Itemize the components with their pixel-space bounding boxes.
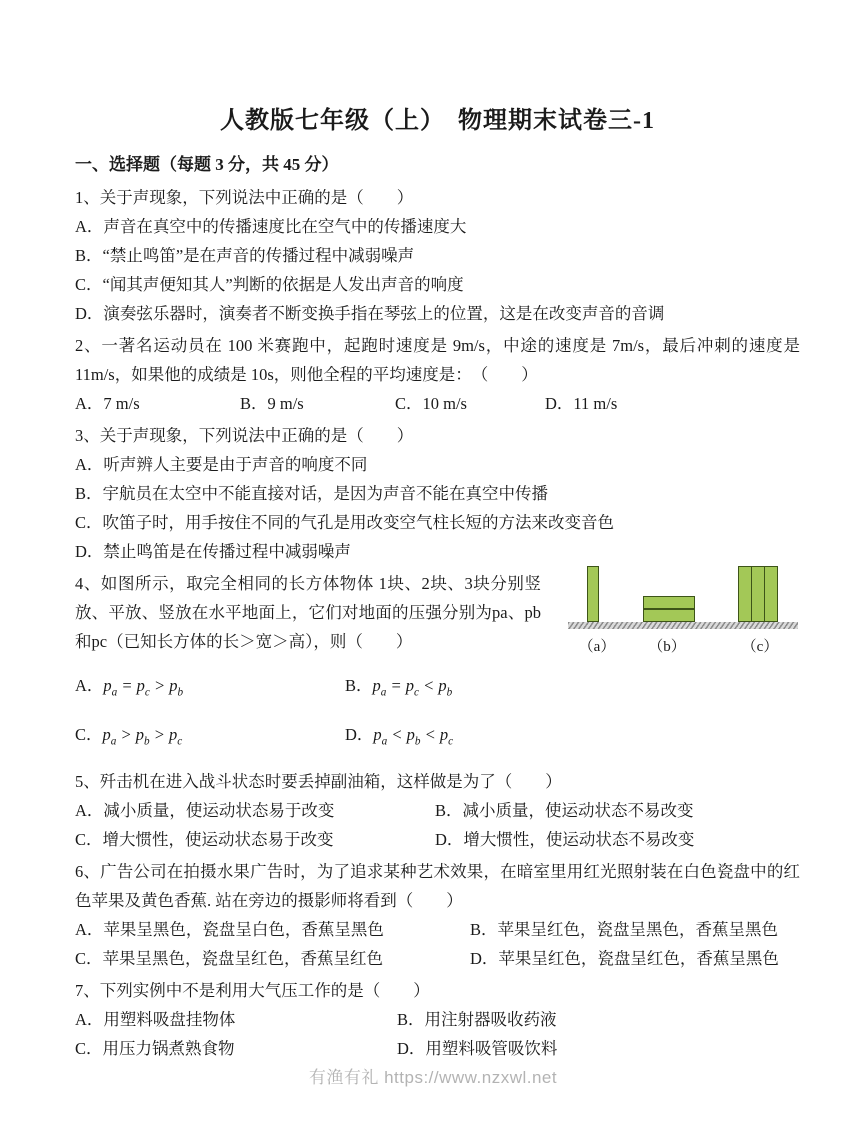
figure-block-c-segment [739,567,751,621]
question-6-option-c: C．苹果呈黑色，瓷盘呈红色，香蕉呈红色 [75,948,384,968]
figure-label-a: （a） [578,639,616,655]
option-letter: C． [75,725,103,745]
figure-block-a-standing [587,566,599,622]
question-3-option-b: B．宇航员在太空中不能直接对话，是因为声音不能在真空中传播 [75,484,549,503]
figure-block-c-segment [764,567,777,621]
question-5-option-a: A．减小质量，使运动状态易于改变 [75,800,335,820]
blocks-figure-scene [568,565,800,622]
watermark-footer: 有渔有礼 https://www.nzxwl.net [308,1068,558,1087]
section-heading: 一、选择题（每题 3 分，共 45 分） [75,155,339,174]
question-5-option-c: C．增大惯性，使运动状态易于改变 [75,829,334,849]
question-6-option-d: D．苹果呈红色，瓷盘呈红色，香蕉呈黑色 [470,948,779,968]
question-2-stem: 2、一著名运动员在 100 米赛跑中，起跑时速度是 9m/s，中途的速度是 7m/s，最后冲刺的速度是 11m/s，如果他的成绩是 10s，则他全程的平均速度是： （ ） [75,336,800,384]
option-formula: $p_a = p_c > p_b$ [103,676,184,699]
option-letter: D． [345,725,374,745]
question-1-option-b: B．“禁止鸣笛”是在声音的传播过程中减弱噪声 [75,246,415,265]
blocks-figure [568,565,800,661]
question-5-option-b: B．减小质量，使运动状态不易改变 [435,800,694,820]
question-1-option-d: D．演奏弦乐器时，演奏者不断变换手指在琴弦上的位置，这是在改变声音的音调 [75,304,665,323]
question-7-option-b: B．用注射器吸收药液 [397,1009,557,1029]
question-4-stem: 4、如图所示，取完全相同的长方体物体 1块、2块、3块分别竖放、平放、竖放在水平地面上，它们对地面的压强分别为pa、pb 和pc（已知长方体的长＞宽＞高），则（ ） [75,574,542,651]
question-2-option-c: C．10 m/s [395,394,467,413]
option-formula: $p_a < p_b < p_c$ [373,725,454,748]
question-4-option-c [75,717,345,759]
question-6-option-a: A．苹果呈黑色，瓷盘呈白色，香蕉呈黑色 [75,919,384,939]
question-1-option-a: A．声音在真空中的传播速度比在空气中的传播速度大 [75,217,467,236]
question-4-option-d [345,717,800,759]
question-2-option-a: A．7 m/s [75,394,140,413]
figure-label-b: （b） [648,639,686,655]
option-letter: B． [345,676,373,695]
figure-ground-hatch [568,622,798,629]
figure-block-c-segment [751,567,764,621]
figure-block-b-top-flat [643,596,695,609]
question-4-option-b [345,668,800,710]
option-formula: $p_a = p_c < p_b$ [372,676,453,699]
question-4-option-a [75,668,345,710]
option-formula: $p_a > p_b > p_c$ [102,725,183,748]
question-2-option-b: B．9 m/s [240,394,304,413]
exam-title: 人教版七年级（上） 物理期末试卷三-1 [220,108,655,134]
figure-block-c-three-standing [738,566,778,622]
figure-labels [568,635,800,661]
question-3-option-a: A．听声辨人主要是由于声音的响度不同 [75,455,368,474]
question-6-stem: 6、广告公司在拍摄水果广告时，为了追求某种艺术效果，在暗室里用红光照射装在白色瓷盘中的红色苹果及黄色香蕉. 站在旁边的摄影师将看到（ ） [75,861,800,910]
question-5-options-row-1 [75,796,800,825]
question-2-options-row [75,389,800,418]
question-7-option-d: D．用塑料吸管吸饮料 [397,1038,558,1058]
question-4-options-row-2 [75,717,800,759]
question-3-option-c: C．吹笛子时，用手按住不同的气孔是用改变空气柱长短的方法来改变音色 [75,513,615,532]
question-7-options-row-1 [75,1005,800,1034]
question-3-stem: 3、关于声现象，下列说法中正确的是（ ） [75,426,414,445]
figure-block-b-bottom-flat [643,609,695,622]
question-7-option-a: A．用塑料吸盘挂物体 [75,1009,236,1029]
question-6-options-row-2 [75,944,800,973]
question-7-options-row-2 [75,1034,800,1063]
question-4-options-row-1 [75,668,800,710]
question-3-option-d: D．禁止鸣笛是在传播过程中减弱噪声 [75,542,351,561]
question-7-stem: 7、下列实例中不是利用大气压工作的是（ ） [75,980,430,1000]
question-7-option-c: C．用压力锅煮熟食物 [75,1038,235,1058]
question-2-option-d: D．11 m/s [545,394,618,413]
question-6-option-b: B．苹果呈红色，瓷盘呈黑色，香蕉呈黑色 [470,919,779,939]
question-4-block [75,569,800,661]
question-5-stem: 5、歼击机在进入战斗状态时要丢掉副油箱，这样做是为了（ ） [75,771,562,791]
figure-label-c: （c） [741,639,779,655]
question-1-stem: 1、关于声现象，下列说法中正确的是（ ） [75,188,414,207]
question-1-option-c: C．“闻其声便知其人”判断的依据是人发出声音的响度 [75,275,464,294]
option-letter: A． [75,676,104,695]
question-5-options-row-2 [75,825,800,854]
question-6-options-row-1 [75,915,800,944]
question-5-option-d: D．增大惯性，使运动状态不易改变 [435,829,695,849]
